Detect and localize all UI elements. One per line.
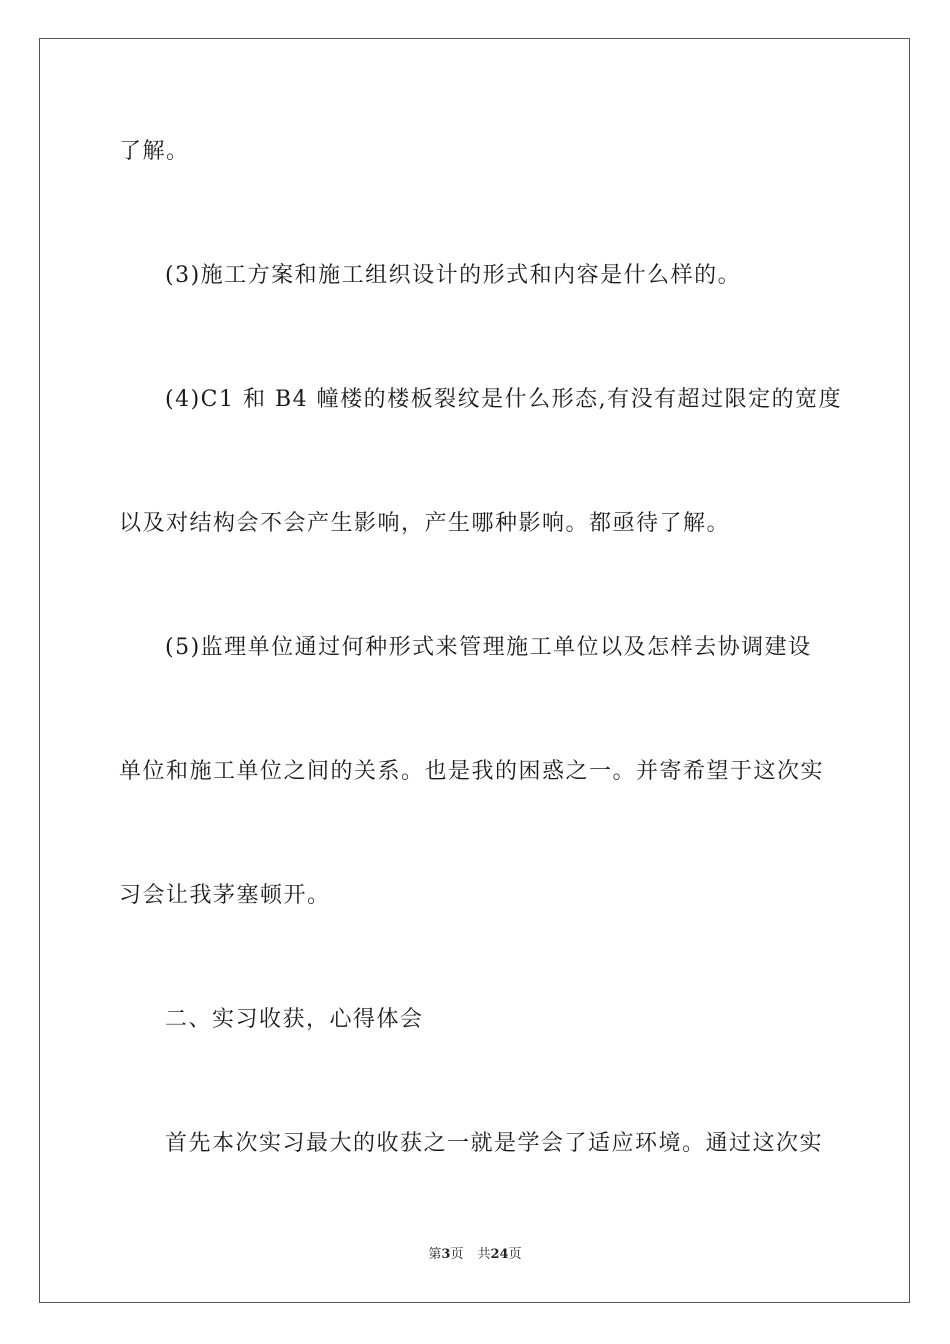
text-line-9: 首先本次实习最大的收获之一就是学会了适应环境。通过这次实: [165, 1131, 824, 1156]
text-line-1: 了解。: [119, 139, 190, 164]
section-heading: 二、实习收获，心得体会: [165, 1007, 424, 1032]
text-line-2: (3)施工方案和施工组织设计的形式和内容是什么样的。: [165, 263, 742, 288]
page-border: [39, 38, 910, 1303]
text-line-4: 以及对结构会不会产生影响，产生哪种影响。都亟待了解。: [119, 511, 731, 536]
page-suffix: 页: [450, 1247, 464, 1262]
text-line-6: 单位和施工单位之间的关系。也是我的困惑之一。并寄希望于这次实: [119, 759, 825, 784]
text-line-7: 习会让我茅塞顿开。: [119, 883, 331, 908]
total-prefix: 共: [477, 1247, 491, 1262]
page-footer: [0, 1246, 950, 1264]
page-number: 3: [441, 1247, 451, 1262]
text-line-3: (4)C1 和 B4 幢楼的楼板裂纹是什么形态,有没有超过限定的宽度: [165, 387, 843, 412]
total-pages: 24: [490, 1247, 509, 1262]
text-line-5: (5)监理单位通过何种形式来管理施工单位以及怎样去协调建设: [165, 635, 812, 660]
page-prefix: 第: [428, 1247, 442, 1262]
total-suffix: 页: [508, 1247, 522, 1262]
